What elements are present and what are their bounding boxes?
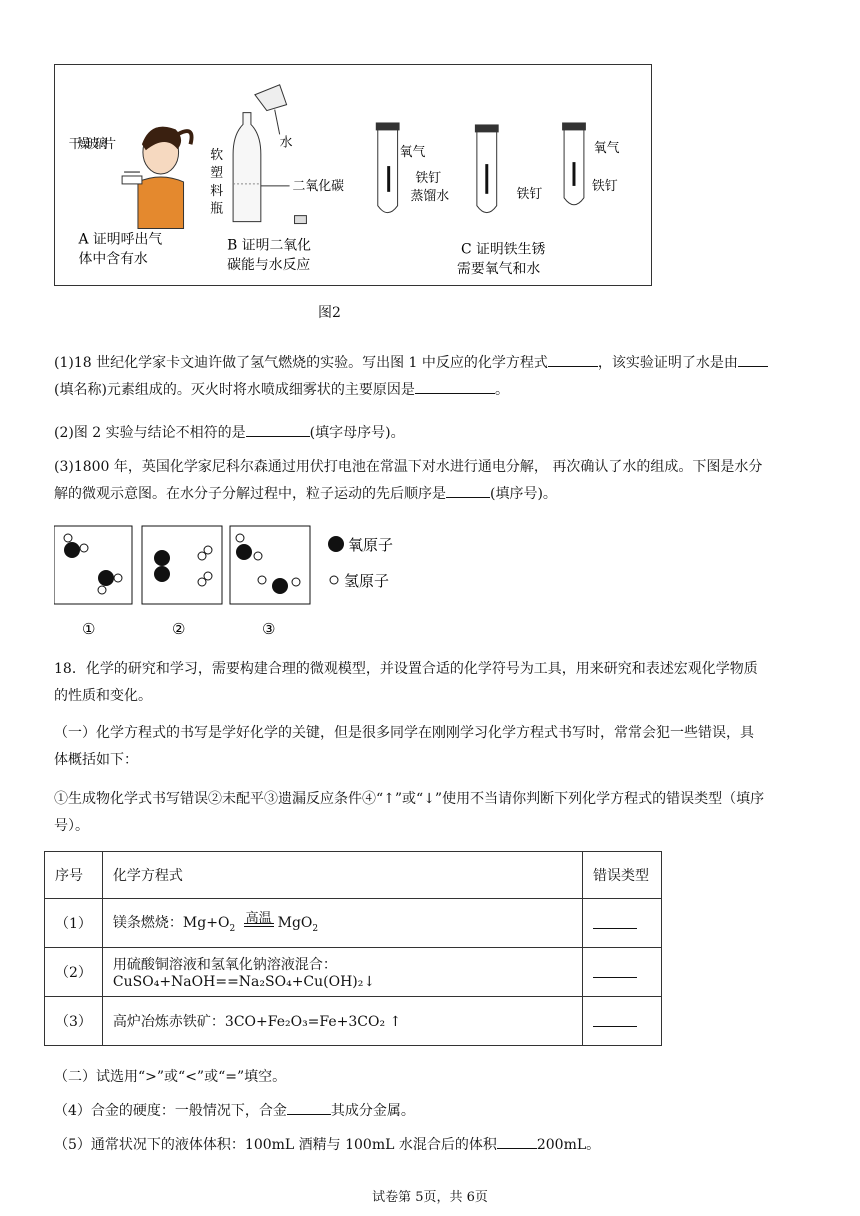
c-nail-label-2: 铁钉 xyxy=(516,186,543,202)
b-caption-line2: 碳能与水反应 xyxy=(227,257,311,274)
a-caption-line2: 体中含有水 xyxy=(78,251,148,268)
c-distilled-water-label: 蒸馏水 xyxy=(410,188,450,204)
row-answer[interactable] xyxy=(583,997,662,1046)
q18-intro-line2: 的性质和变化。 xyxy=(54,687,152,704)
reaction-condition xyxy=(244,911,274,927)
b-bottle-label-3: 料 xyxy=(210,183,224,199)
c-oxygen-label-1: 氧气 xyxy=(399,145,426,161)
a-glass-label: 干燥玻璃片 xyxy=(68,137,117,153)
equation-lhs-subscript: 2 xyxy=(229,923,236,934)
diagram-label-2: ② xyxy=(172,620,186,638)
answer-blank[interactable] xyxy=(593,914,637,929)
girl-illustration xyxy=(122,127,191,229)
q17-part3 xyxy=(54,454,814,507)
bottle-illustration xyxy=(233,85,306,224)
q18-errors-line1: ①生成物化学式书写错误②未配平③遗漏反应条件④“↑”或“↓”使用不当请你判断下列化学方程式的错误类型（填序 xyxy=(54,791,765,807)
c-nail-label-3: 铁钉 xyxy=(591,178,618,194)
row-no: （1） xyxy=(45,899,103,948)
q4-text-a: （4）合金的硬度：一般情况下，合金 xyxy=(54,1103,287,1119)
b-caption-line1: B 证明二氧化 xyxy=(227,237,312,254)
equation-prefix: 镁条燃烧： xyxy=(112,915,183,932)
c-caption-line1: C 证明铁生锈 xyxy=(461,241,546,258)
answer-blank[interactable] xyxy=(497,1134,537,1149)
figure-2-illustration xyxy=(55,65,651,285)
diagram-label-1: ① xyxy=(82,620,96,638)
row-no: （2） xyxy=(45,948,103,997)
a-caption-line1: A 证明呼出气 xyxy=(78,231,163,248)
table-row xyxy=(45,997,662,1046)
q17-p3-text-a: (3)1800 年，英国化学家尼科尔森通过用伏打电池在常温下对水进行通电分解， 再次确认了水的组成。下图是水分 xyxy=(54,459,763,475)
diagram-label-3: ③ xyxy=(262,620,276,638)
c-nail-label-1: 铁钉 xyxy=(415,170,442,186)
answer-blank[interactable] xyxy=(593,1012,637,1027)
figure-2 xyxy=(54,64,652,286)
condition-text: 高温 xyxy=(245,911,272,927)
row-answer[interactable] xyxy=(583,899,662,948)
row-equation: 用硫酸铜溶液和氢氧化钠溶液混合：CuSO₄+NaOH==Na₂SO₄+Cu(OH)₂↓ xyxy=(102,948,582,997)
q18-part2-intro: （二）试选用“>”或“<”或“=”填空。 xyxy=(54,1069,287,1085)
q17-p1-text-a: (1)18 世纪化学家卡文迪许做了氢气燃烧的实验。写出图 1 中反应的化学方程式 xyxy=(54,355,548,371)
q18-part1-line2: 体概括如下： xyxy=(54,751,138,768)
b-bottle-label-1: 软 xyxy=(210,148,224,164)
page-footer: 试卷第 5页，共 6页 xyxy=(372,1190,488,1205)
answer-blank[interactable] xyxy=(446,483,490,498)
error-type-table xyxy=(44,851,662,1046)
table-row xyxy=(45,899,662,948)
q17-p1-text-b: ，该实验证明了水是由 xyxy=(597,355,738,371)
q17-p1-text-d: 。 xyxy=(494,381,509,398)
q18-intro-line1: 18．化学的研究和学习，需要构建合理的微观模型，并设置合适的化学符号为工具，用来研究和表述宏观化学物质 xyxy=(54,661,758,677)
row-no: （3） xyxy=(45,997,103,1046)
q17-p2-text-b: (填字母序号)。 xyxy=(309,425,405,441)
table-header-row xyxy=(45,852,662,899)
q5-text-b: 200mL。 xyxy=(536,1137,601,1153)
answer-blank[interactable] xyxy=(593,963,637,978)
q17-p3-text-c: (填序号)。 xyxy=(490,485,557,502)
b-bottle-label-4: 瓶 xyxy=(210,201,224,217)
header-error-type: 错误类型 xyxy=(583,852,662,899)
q18-error-types xyxy=(54,786,814,839)
oxygen-legend-icon xyxy=(328,536,344,552)
table-row xyxy=(45,948,662,997)
test-tubes-illustration xyxy=(376,122,586,212)
q4-text-b: 其成分金属。 xyxy=(330,1103,415,1119)
answer-blank[interactable] xyxy=(246,422,310,437)
figure-2-caption: 图2 xyxy=(318,305,341,321)
legend-hydrogen-label: 氢原子 xyxy=(344,572,390,590)
b-co2-label: 二氧化碳 xyxy=(292,178,345,194)
q18-part1-intro xyxy=(54,720,814,773)
b-bottle-label-2: 塑 xyxy=(210,165,224,181)
row-equation xyxy=(102,899,582,948)
particle-box-2 xyxy=(142,526,222,604)
c-caption-line2: 需要氧气和水 xyxy=(457,261,541,278)
equation-rhs-subscript: 2 xyxy=(312,923,319,934)
hydrogen-legend-icon xyxy=(330,576,338,584)
q18-question5 xyxy=(54,1132,814,1159)
row-equation: 高炉冶炼赤铁矿：3CO+Fe₂O₃=Fe+3CO₂ ↑ xyxy=(102,997,582,1046)
c-oxygen-label-2: 氧气 xyxy=(593,141,620,157)
q17-part2 xyxy=(54,420,814,447)
legend-oxygen-label: 氧原子 xyxy=(348,536,394,554)
q18-intro xyxy=(54,656,814,709)
equation-lhs: Mg+O xyxy=(182,915,230,932)
q17-p2-text-a: (2)图 2 实验与结论不相符的是 xyxy=(54,425,246,441)
water-decomposition-diagram xyxy=(54,524,434,644)
header-no: 序号 xyxy=(45,852,103,899)
q18-question4 xyxy=(54,1098,814,1125)
b-water-label: 水 xyxy=(279,135,293,151)
answer-blank[interactable] xyxy=(415,379,495,394)
answer-blank[interactable] xyxy=(548,352,598,367)
q17-p1-text-c: (填名称)元素组成的。灭火时将水喷成细雾状的主要原因是 xyxy=(54,381,415,398)
q17-part1 xyxy=(54,350,814,403)
answer-blank[interactable] xyxy=(738,352,768,367)
q17-p3-text-b: 解的微观示意图。在水分子分解过程中，粒子运动的先后顺序是 xyxy=(54,485,446,502)
header-equation: 化学方程式 xyxy=(102,852,582,899)
q18-part1-line1: （一）化学方程式的书写是学好化学的关键，但是很多同学在刚刚学习化学方程式书写时，常常会犯一些错误，具 xyxy=(54,725,754,741)
row-answer[interactable] xyxy=(583,948,662,997)
equation-rhs: MgO xyxy=(277,915,313,932)
q5-text-a: （5）通常状况下的液体体积：100mL 酒精与 100mL 水混合后的体积 xyxy=(54,1137,497,1153)
q18-errors-line2: 号）。 xyxy=(54,817,89,834)
answer-blank[interactable] xyxy=(287,1100,331,1115)
